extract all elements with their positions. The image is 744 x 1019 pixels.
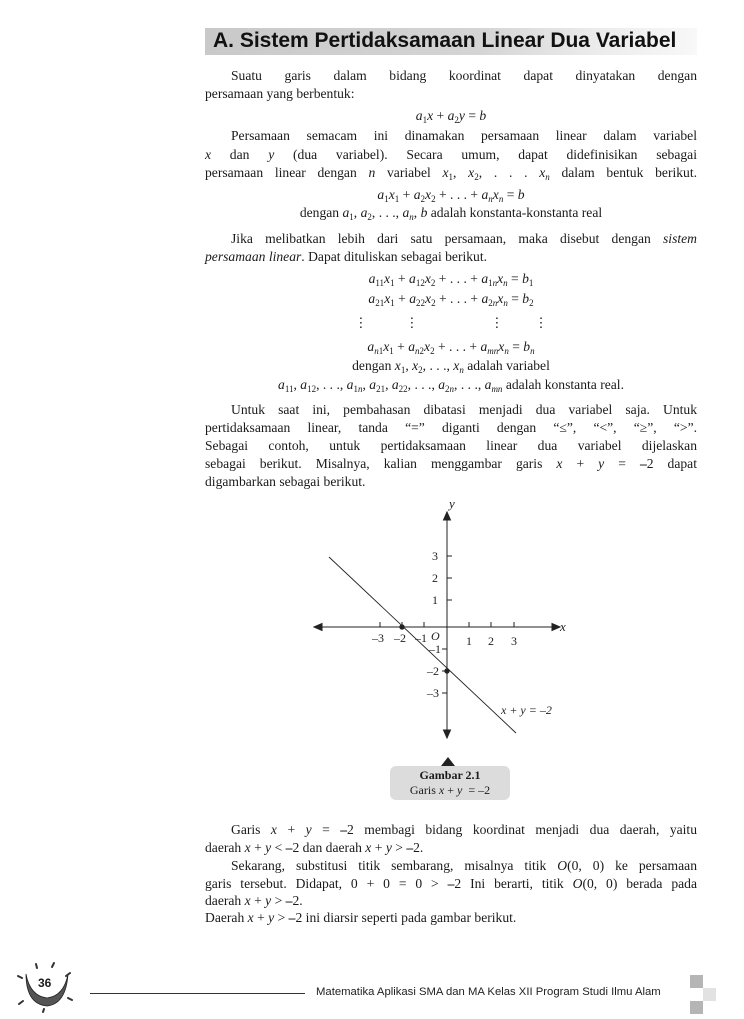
x-intercept-point xyxy=(400,625,404,629)
decorative-square xyxy=(703,988,716,1001)
x-axis-right-arrow xyxy=(552,624,560,631)
paragraph-line: garis tersebut. Didapat, 0 + 0 = 0 > –2 Ini berarti, titik O(0, 0) berada pada xyxy=(205,876,698,891)
paragraph-line: persamaan linear dengan n variabel $x_1$, $x_2$, . . . $x_n$ dalam bentuk berikut. xyxy=(205,165,698,182)
x-tick-label: 2 xyxy=(488,634,494,648)
caption-title: Gambar 2.1 xyxy=(419,768,481,782)
paragraph-line: Sekarang, substitusi titik sembarang, misalnya titik O(0, 0) ke persamaan xyxy=(231,858,697,873)
paragraph-line: Untuk saat ini, pembahasan dibatasi menjadi dua variabel saja. Untuk xyxy=(231,402,697,417)
equation-note: dengan $a_1$, $a_2$, . . ., $a_n$, b adalah konstanta-konstanta real xyxy=(299,205,603,222)
system-equation: $a_{21}x_1 + a_{22}x_2$ + . . . + $a_{2n}x_n = b_2$ xyxy=(368,291,534,308)
figure-caption xyxy=(390,766,510,800)
paragraph-line: x dan y (dua variabel). Secara umum, dapat didefinisikan sebagai xyxy=(205,147,697,162)
y-intercept-point xyxy=(445,669,449,673)
paragraph-line: daerah x + y < –2 dan daerah x + y > –2. xyxy=(205,840,424,855)
equation: $a_1x_1 + a_2x_2$ + . . . + $a_nx_n = b$ xyxy=(377,187,525,204)
paragraph-line: persamaan yang berbentuk: xyxy=(205,86,355,101)
section-title: A. Sistem Pertidaksamaan Linear Dua Variabel xyxy=(213,29,677,52)
system-ellipsis: ⋮ ⋮ ⋮ ⋮ xyxy=(354,315,548,330)
decorative-square xyxy=(690,1001,703,1014)
paragraph-line: daerah x + y > –2. xyxy=(205,893,303,908)
x-axis-left-arrow xyxy=(314,624,322,631)
y-axis-up-arrow xyxy=(444,512,451,520)
equation: $a_1x + a_2y = b$ xyxy=(415,108,487,125)
x-tick-label: 3 xyxy=(511,634,517,648)
caption-text: Garis x + y = –2 xyxy=(409,783,491,797)
line-label: x + y = –2 xyxy=(501,703,552,717)
book-title: Matematika Aplikasi SMA dan MA Kelas XII Program Studi Ilmu Alam xyxy=(316,986,661,998)
footer-divider xyxy=(90,993,305,994)
paragraph-line: Jika melibatkan lebih dari satu persamaan, maka disebut dengan sistem xyxy=(231,231,697,246)
system-equation: $a_{n1}x_1 + a_{n2}x_2$ + . . . + $a_{mn}x_n = b_n$ xyxy=(367,339,535,356)
paragraph-line: pertidaksamaan linear, tanda “=” diganti dengan “≤”, “<”, “≥”, “>”. xyxy=(205,420,697,435)
section-title-bar xyxy=(205,28,697,55)
system-equation: $a_{11}x_1 + a_{12}x_2$ + . . . + $a_{1n}x_n = b_1$ xyxy=(368,271,534,288)
y-tick-label: 2 xyxy=(432,571,438,585)
paragraph-line: Sebagai contoh, untuk pertidaksamaan linear dua variabel dijelaskan xyxy=(205,438,697,453)
x-axis-label: x xyxy=(560,619,566,634)
paragraph-line: Persamaan semacam ini dinamakan persamaan linear dalam variabel xyxy=(231,128,697,143)
system-note: $a_{11}$, $a_{12}$, . . ., $a_{1n}$, $a_{21}$, $a_{22}$, . . ., $a_{2n}$, . . ., $a_{mn}$ adalah konstanta real. xyxy=(278,377,624,394)
x-tick-label: –1 xyxy=(415,631,427,645)
y-tick-label: –2 xyxy=(427,664,439,678)
y-axis-down-arrow xyxy=(444,730,451,738)
y-tick-label: 3 xyxy=(432,549,438,563)
x-tick-label: 1 xyxy=(466,634,472,648)
y-axis-label: y xyxy=(449,496,455,511)
x-tick-label: –2 xyxy=(394,631,406,645)
x-tick-label: –3 xyxy=(372,631,384,645)
paragraph-line: persamaan linear. Dapat dituliskan sebagai berikut. xyxy=(205,249,488,264)
caption-pointer xyxy=(441,757,455,766)
paragraph-line: digambarkan sebagai berikut. xyxy=(205,474,366,489)
origin-label: O xyxy=(431,629,440,643)
paragraph-line: Suatu garis dalam bidang koordinat dapat dinyatakan dengan xyxy=(231,68,697,83)
y-tick-label: –1 xyxy=(429,642,441,656)
page-number: 36 xyxy=(38,976,52,990)
coordinate-graph xyxy=(300,490,580,750)
y-tick-label: –3 xyxy=(427,686,439,700)
y-tick-label: 1 xyxy=(432,593,438,607)
decorative-square xyxy=(690,975,703,988)
system-note: dengan $x_1$, $x_2$, . . ., $x_n$ adalah variabel xyxy=(352,358,550,375)
paragraph-line: sebagai berikut. Misalnya, kalian menggambar garis x + y = –2 dapat xyxy=(205,456,697,471)
paragraph-line: Garis x + y = –2 membagi bidang koordinat menjadi dua daerah, yaitu xyxy=(231,822,698,837)
paragraph-line: Daerah x + y > –2 ini diarsir seperti pada gambar berikut. xyxy=(205,910,517,925)
